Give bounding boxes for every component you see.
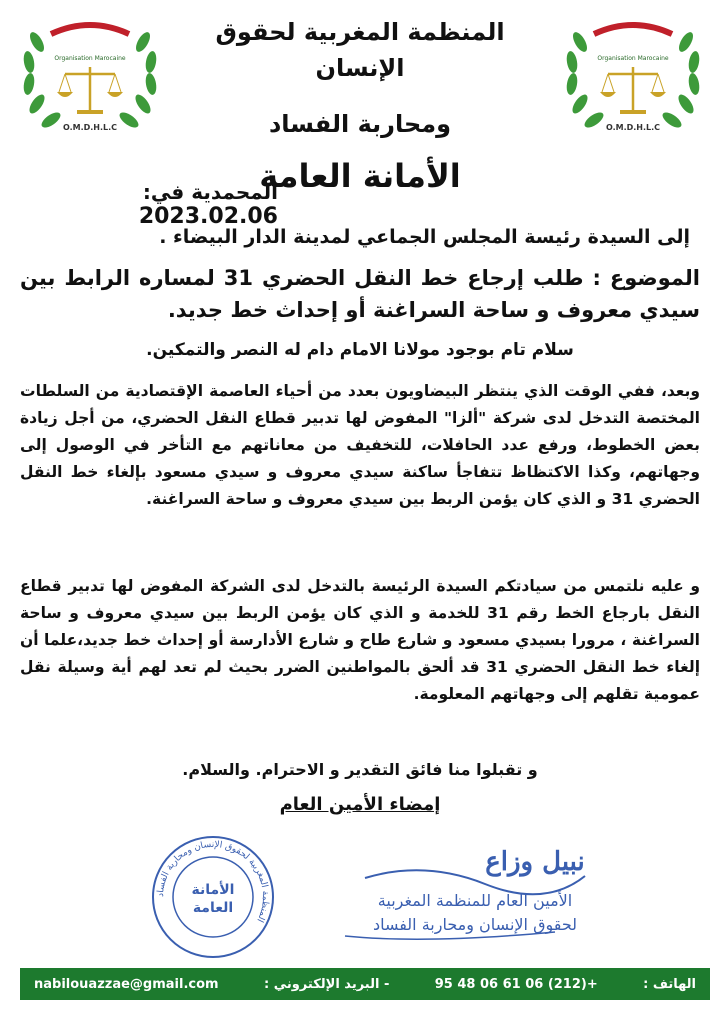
greeting: سلام تام بوجود مولانا الامام دام له النصر والتمكين. [146,340,574,360]
signatory-role-line2: لحقوق الإنسان ومحاربة الفساد [372,915,578,934]
footer-email-label: - البريد الإلكتروني : [263,976,390,992]
signatory-name: نبيل وزاع [485,847,585,877]
date-value: 2023.02.06 [138,204,278,229]
logo-abbreviation: O.M.D.H.L.C [62,123,118,132]
signature-block [285,840,615,950]
contact-footer [20,968,710,1000]
stamp-center-line1: الأمانة [191,882,235,898]
date-line [18,180,278,229]
letterhead [180,14,540,198]
stamp-center-line2: العامة [192,900,234,916]
logo-abbreviation: O.M.D.H.L.C [605,123,661,132]
svg-text:Organisation Marocaine: Organisation Marocaine [54,55,126,62]
signatory-role-line1: الأمين العام للمنظمة المغربية [377,891,573,910]
stamp-ring-text: المنظمة المغربية لحقوق الإنسان ومحاربة الفساد [155,839,271,924]
svg-text:Organisation Marocaine: Organisation Marocaine [597,55,669,62]
footer-email: nabilouazzae@gmail.com [34,976,219,992]
organization-logo-right [558,12,708,142]
addressee: إلى السيدة رئيسة المجلس الجماعي لمدينة الدار البيضاء . [159,226,690,248]
organization-name: المنظمة المغربية لحقوق الإنسان [215,18,505,82]
footer-phone: 95 48 06 61 06 (212)+ [434,976,598,992]
organization-name-continued: ومحاربة الفساد [268,110,452,138]
closing-line: و تقبلوا منا فائق التقدير و الاحترام. والسلام. [182,760,538,779]
footer-phone-label: الهاتف : [643,976,696,992]
body-paragraph-2: و عليه نلتمس من سيادتكم السيدة الرئيسة بالتدخل لدى الشركة المفوض لها تدبير قطاع النقل بارجاع الخط رقم 31 للخدمة و الذي كان يؤمن الربط بين سيدي معروف و ساحة السراغنة ، مرورا بسيدي مسعود و شارع طاح و شارع الأدارسة أو إحداث خط جديد،علما أن إلغاء خط النقل الحضري 31 قد ألحق بالمواطنين الضرر بحيث لم تعد لهم أية وسيلة نقل عمومية تقلهم إلى وجهاتهم المعلومة. [20,577,701,703]
secretariat-title: الأمانة العامة [259,157,461,195]
date-label: المحمدية في: [142,180,278,204]
body-paragraph-1: وبعد، ففي الوقت الذي ينتظر البيضاويون بعدد من أحياء العاصمة الإقتصادية من السلطات المختصة التدخل لدى شركة "ألزا" المفوض لها تدبير قطاع النقل الحضري، من أجل زيادة بعض الخطوط، ورفع عدد الحافلات، للتخفيف من معاناتهم مع التأخر في الوصول إلى وجهاتهم، وكذا الاكتظاظ تتفاجأ ساكنة سيدي معروف و سيدي مسعود بإلغاء خط النقل الحضري 31 و الذي كان يؤمن الربط بين سيدي معروف و ساحة السراغنة. [20,382,700,508]
official-stamp [148,832,278,962]
letter-subject: الموضوع : طلب إرجاع خط النقل الحضري 31 لمساره الرابط بين سيدي معروف و ساحة السراغنة أو إحداث خط جديد. [20,266,700,322]
signature-title: إمضاء الأمين العام [279,794,441,815]
organization-logo-left [15,12,165,142]
